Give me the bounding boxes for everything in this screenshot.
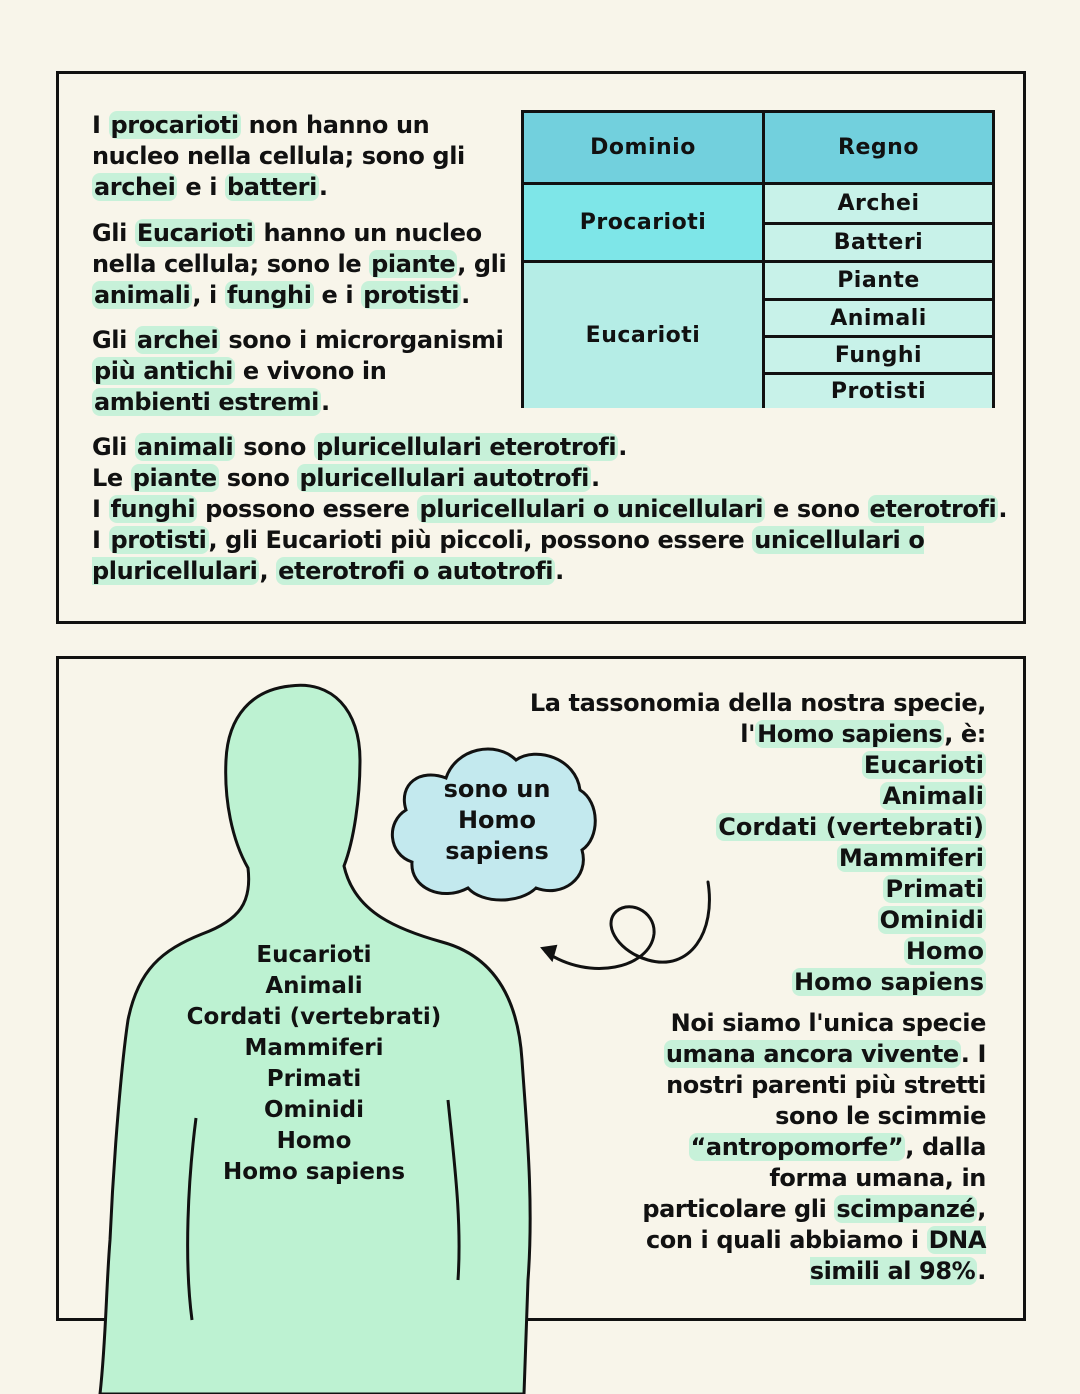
tax-item — [620, 750, 986, 781]
text-run: , — [259, 557, 277, 585]
highlight: più antichi — [94, 357, 233, 385]
highlight: eterotrofi — [869, 495, 997, 523]
tax-item — [620, 781, 986, 812]
highlight: unicellulari o pluricellulari — [92, 526, 925, 585]
text-run: Gli — [92, 326, 135, 354]
body-item: Homo — [276, 1128, 352, 1154]
highlight: Eucarioti — [863, 751, 984, 779]
table-cell-funghi: Funghi — [765, 338, 992, 375]
table-header-regno: Regno — [765, 113, 992, 185]
text-run: , dalla forma umana, in particolare gli — [642, 1133, 986, 1223]
highlight: animali — [136, 433, 234, 461]
text-run: e vivono in — [234, 357, 387, 385]
body-item: Mammiferi — [244, 1035, 384, 1061]
line-protisti — [92, 525, 1012, 587]
table-cell-archei: Archei — [765, 185, 992, 225]
cloud-line: sono un — [443, 775, 551, 803]
table-cell-animali: Animali — [765, 301, 992, 338]
text-run: , con i quali abbiamo i — [645, 1195, 986, 1254]
highlight: piante — [371, 250, 456, 278]
body-item: Primati — [266, 1066, 362, 1092]
text-run: . — [591, 464, 600, 492]
text-run: . — [318, 173, 328, 201]
text-run: , gli — [457, 250, 507, 278]
table-cell-procarioti: Procarioti — [524, 185, 765, 263]
text-run: Gli — [92, 433, 135, 461]
highlight: Animali — [882, 782, 984, 810]
text-run: I — [92, 526, 109, 554]
table-cell-batteri: Batteri — [765, 225, 992, 263]
text-run: e i — [313, 281, 362, 309]
highlight: Cordati (vertebrati) — [718, 813, 984, 841]
highlight: animali — [94, 281, 191, 309]
highlight: procarioti — [110, 111, 239, 139]
characteristics-paragraph — [92, 432, 1012, 587]
cloud-line: Homo — [457, 806, 537, 834]
text-run: l' — [740, 720, 756, 748]
highlight: scimpanzé — [836, 1195, 976, 1223]
highlight: Primati — [885, 875, 984, 903]
highlight: piante — [132, 464, 217, 492]
body-item: Cordati (vertebrati) — [186, 1004, 442, 1030]
highlight: Mammiferi — [838, 844, 984, 872]
highlight: batteri — [227, 173, 317, 201]
text-run: sono — [218, 464, 298, 492]
highlight: protisti — [110, 526, 207, 554]
tax-item — [620, 936, 986, 967]
text-run: I — [92, 495, 109, 523]
highlight: funghi — [226, 281, 312, 309]
text-run: sono — [235, 433, 314, 461]
text-run: possono essere — [197, 495, 418, 523]
text-run: , i — [192, 281, 225, 309]
line-animali — [92, 432, 1012, 463]
highlight: eterotrofi o autotrofi — [278, 557, 554, 585]
highlight: pluricellulari eterotrofi — [315, 433, 617, 461]
text-run: . — [998, 495, 1008, 523]
text-run: e sono — [765, 495, 868, 523]
table-cell-eucarioti: Eucarioti — [524, 263, 765, 408]
cloud-line: sapiens — [445, 837, 549, 865]
tax-item — [620, 812, 986, 843]
highlight: pluricellulari autotrofi — [299, 464, 589, 492]
text-run: . — [977, 1257, 986, 1285]
body-taxonomy-list — [164, 940, 464, 1188]
procarioti-paragraph — [92, 110, 492, 203]
text-run: . I nostri parenti più stretti sono le scimmie — [666, 1040, 986, 1130]
highlight: umana ancora vivente — [665, 1040, 959, 1068]
body-item: Animali — [265, 973, 363, 999]
highlight: Homo sapiens — [757, 720, 943, 748]
table-header-dominio: Dominio — [524, 113, 765, 185]
text-run: . — [321, 388, 330, 416]
highlight: funghi — [110, 495, 196, 523]
text-run: non hanno un nucleo nella cellula; sono gli — [92, 111, 465, 170]
homo-sapiens-paragraph — [626, 1008, 986, 1287]
text-run: Le — [92, 464, 131, 492]
domain-kingdom-table — [521, 110, 995, 408]
body-item: Eucarioti — [256, 942, 372, 968]
highlight: Eucarioti — [136, 219, 254, 247]
text-run: e i — [177, 173, 226, 201]
tax-item — [620, 967, 986, 998]
line-piante — [92, 463, 1012, 494]
text-run: , è: — [944, 720, 986, 748]
cloud-text — [412, 774, 582, 867]
text-run: I — [92, 111, 109, 139]
highlight: Homo — [905, 937, 984, 965]
text-run: . — [461, 281, 470, 309]
tax-item — [620, 905, 986, 936]
highlight: archei — [94, 173, 176, 201]
intro-line — [500, 719, 986, 750]
text-run: sono i microrganismi — [220, 326, 504, 354]
highlight: pluricellulari o unicellulari — [419, 495, 764, 523]
text-run: Noi siamo l'unica specie — [670, 1009, 986, 1037]
highlight: protisti — [363, 281, 460, 309]
text-run: hanno un nucleo nella cellula; sono le — [92, 219, 482, 278]
body-item: Ominidi — [263, 1097, 364, 1123]
text-run: , gli Eucarioti più piccoli, possono essere — [208, 526, 753, 554]
text-run: Gli — [92, 219, 135, 247]
highlight: ambienti estremi — [94, 388, 320, 416]
highlight: “antropomorfe” — [690, 1133, 904, 1161]
highlight: Ominidi — [879, 906, 984, 934]
line-funghi — [92, 494, 1012, 525]
intro-line: La tassonomia della nostra specie, — [529, 689, 986, 717]
tax-item — [620, 843, 986, 874]
tax-item — [620, 874, 986, 905]
table-cell-protisti: Protisti — [765, 375, 992, 408]
highlight: DNA simili al 98% — [809, 1226, 986, 1285]
highlight: Homo sapiens — [794, 968, 984, 996]
text-run: . — [618, 433, 627, 461]
table-cell-piante: Piante — [765, 263, 992, 301]
body-item: Homo sapiens — [222, 1159, 406, 1185]
archei-paragraph — [92, 325, 512, 418]
taxonomy-intro — [500, 688, 986, 750]
eucarioti-paragraph — [92, 218, 512, 311]
top-info-panel — [56, 71, 1026, 624]
taxonomy-list — [620, 750, 986, 998]
text-run: . — [555, 557, 564, 585]
highlight: archei — [136, 326, 219, 354]
